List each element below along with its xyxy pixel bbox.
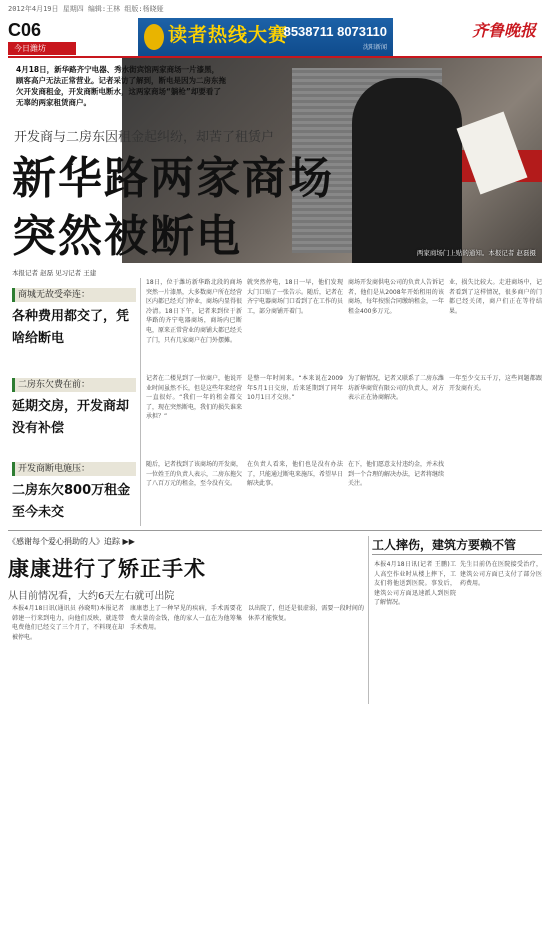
body-text: 先生目前仍在医院接受治疗，建筑公司方面已支付了部分医药费用。 bbox=[460, 561, 542, 588]
body-text: 在负责人看来，他们也是没有办法了，只能通过断电来施压，希望早日解决此事。 bbox=[247, 461, 343, 488]
hotline-banner bbox=[138, 18, 393, 56]
story-headline: 康康进行了矫正手术 bbox=[8, 557, 206, 581]
sidebar-title: 各种费用都交了，凭啥给断电 bbox=[12, 309, 130, 346]
date-line: 2012年4月19日 星期四 编辑:王林 组版:杨晓娅 bbox=[8, 5, 164, 13]
sidebar-label: 商城无故受牵连： bbox=[12, 288, 136, 302]
story-subhead: 从目前情况看，大约6天左右就可出院 bbox=[8, 591, 175, 602]
headline-line-1: 新华路两家商场 bbox=[12, 153, 334, 204]
body-text: 商场开发商供电公司的负责人告诉记者，他们是从2008年开始租用的该商场，每年按照合同缴纳租金，一年租金400多万元。 bbox=[348, 279, 444, 315]
story-kicker: 《感谢每个爱心捐助的人》追踪 ▶▶ bbox=[8, 537, 135, 546]
sidebar-box-3 bbox=[12, 462, 136, 524]
masthead bbox=[8, 16, 542, 56]
headline-line-2: 突然被断电 bbox=[12, 211, 242, 262]
body-text: 本报4月18日讯(记者 王鹏)工人高空作业时从楼上摔下，工友们将他送到医院。事发后，建筑公司方面迅速派人到医院了解情况。 bbox=[374, 561, 456, 607]
body-text: 以出院了，但还是很虚弱，需要一段时间的休养才能恢复。 bbox=[248, 605, 364, 622]
story-kangkang bbox=[8, 536, 364, 602]
body-text: 18日，位于潍坊新华路北段的商场突然一片漆黑，大多数商户所在经营区内都已经关门停业，商场内显得很冷清。18日下午，记者来到位于新华路的齐宁电器商场，商场内已断电，原来正常营业的商铺大都已经关了门，只有几家商户在门外摆摊。 bbox=[146, 279, 242, 344]
body-text: 在下，他们愿意支付违约金，并未找到一个合理的解决办法，记者将继续关注。 bbox=[348, 461, 444, 488]
sidebar-title: 延期交房，开发商却没有补偿 bbox=[12, 399, 130, 436]
column-rule bbox=[368, 536, 369, 704]
sidebar-title: 二房东欠800万租金至今未交 bbox=[12, 483, 131, 520]
hotline-phone: 8538711 8073110 bbox=[283, 24, 387, 39]
main-headline bbox=[12, 150, 334, 266]
body-text: 随后，记者找到了该商场的开发商，一位姓王的负责人表示，二房东拖欠了八百万元的租金，至今没有交。 bbox=[146, 461, 242, 488]
headline-kicker: 开发商与二房东因租金起纠纷，却苦了租赁户 bbox=[14, 130, 275, 145]
hotline-title: 读者热线大赛 bbox=[168, 25, 289, 46]
body-text: 为了解情况，记者又联系了二房东潍坊新华商贸有限公司的负责人，对方表示正在协商解决。 bbox=[348, 375, 444, 402]
column-rule bbox=[140, 278, 141, 526]
photo-person bbox=[352, 78, 462, 263]
body-text: 一年至少交五千万，这些问题都跟开发商有关。 bbox=[449, 375, 542, 392]
body-text: 康康患上了一种罕见的疾病，手术需要花费大量的金钱，他的家人一直在为他筹集手术费用。 bbox=[130, 605, 242, 632]
byline: 本报记者 赵磊 见习记者 王建 bbox=[12, 269, 97, 277]
sidebar-label: 开发商断电施压： bbox=[12, 462, 136, 476]
sidebar-box-1 bbox=[12, 288, 136, 350]
newspaper-logo: 齐鲁晚报 bbox=[471, 21, 536, 40]
photo-caption: 两家商场门上贴的通知。本报记者 赵磊摄 bbox=[416, 249, 536, 257]
page-code: C06 bbox=[8, 20, 42, 40]
section-divider bbox=[8, 530, 542, 531]
hotline-sub: 沈阳新闻 bbox=[362, 44, 387, 51]
story-worker bbox=[372, 536, 542, 555]
microphone-icon bbox=[144, 24, 164, 50]
body-text: 业，损失比较大。走进商场中，记者看到了这样情况，很多商户的门都已经关闭，商户们正在等待结果。 bbox=[449, 279, 542, 315]
body-text: 是整一年时间来。“本来说在2009年5月1日交房，后来延期到了同年10月1日才交房。” bbox=[247, 375, 343, 402]
story-headline: 工人摔伤，建筑方要赖不管 bbox=[372, 536, 542, 555]
section-badge: 今日潍坊 bbox=[8, 42, 76, 55]
body-text: 就突然停电，18日一早，他们发现大门口贴了一张告示。随后，记者在齐宁电器商场门口看到了在工作的员工，部分商铺开着门。 bbox=[247, 279, 343, 315]
body-text: 本报4月18日讯(通讯员 孙晓明)本报记者韩建一行来到电力，向他们反映，就连带电费他们已经交了三个月了，不料现在却被停电。 bbox=[12, 605, 124, 641]
lead-paragraph: 4月18日，新华路齐宁电器、秀水街宾馆两家商场一片漆黑，顾客高户无法正常营业。记者采访了解到，断电是因为二房东拖欠开发商租金，开发商断电断水，这两家商场“躺枪”却要看了无辜的两家租赁商户。 bbox=[16, 65, 226, 107]
sidebar-box-2 bbox=[12, 378, 136, 440]
sidebar-label: 二房东欠费在前： bbox=[12, 378, 136, 392]
body-text: 记者在二楼见到了一位商户，他说开业时间虽然不长，但是这些年来经营一直很好。“我们一年的租金都交了，现在突然断电，我们的损失谁来承担？” bbox=[146, 375, 242, 421]
photo-notice bbox=[457, 112, 528, 195]
